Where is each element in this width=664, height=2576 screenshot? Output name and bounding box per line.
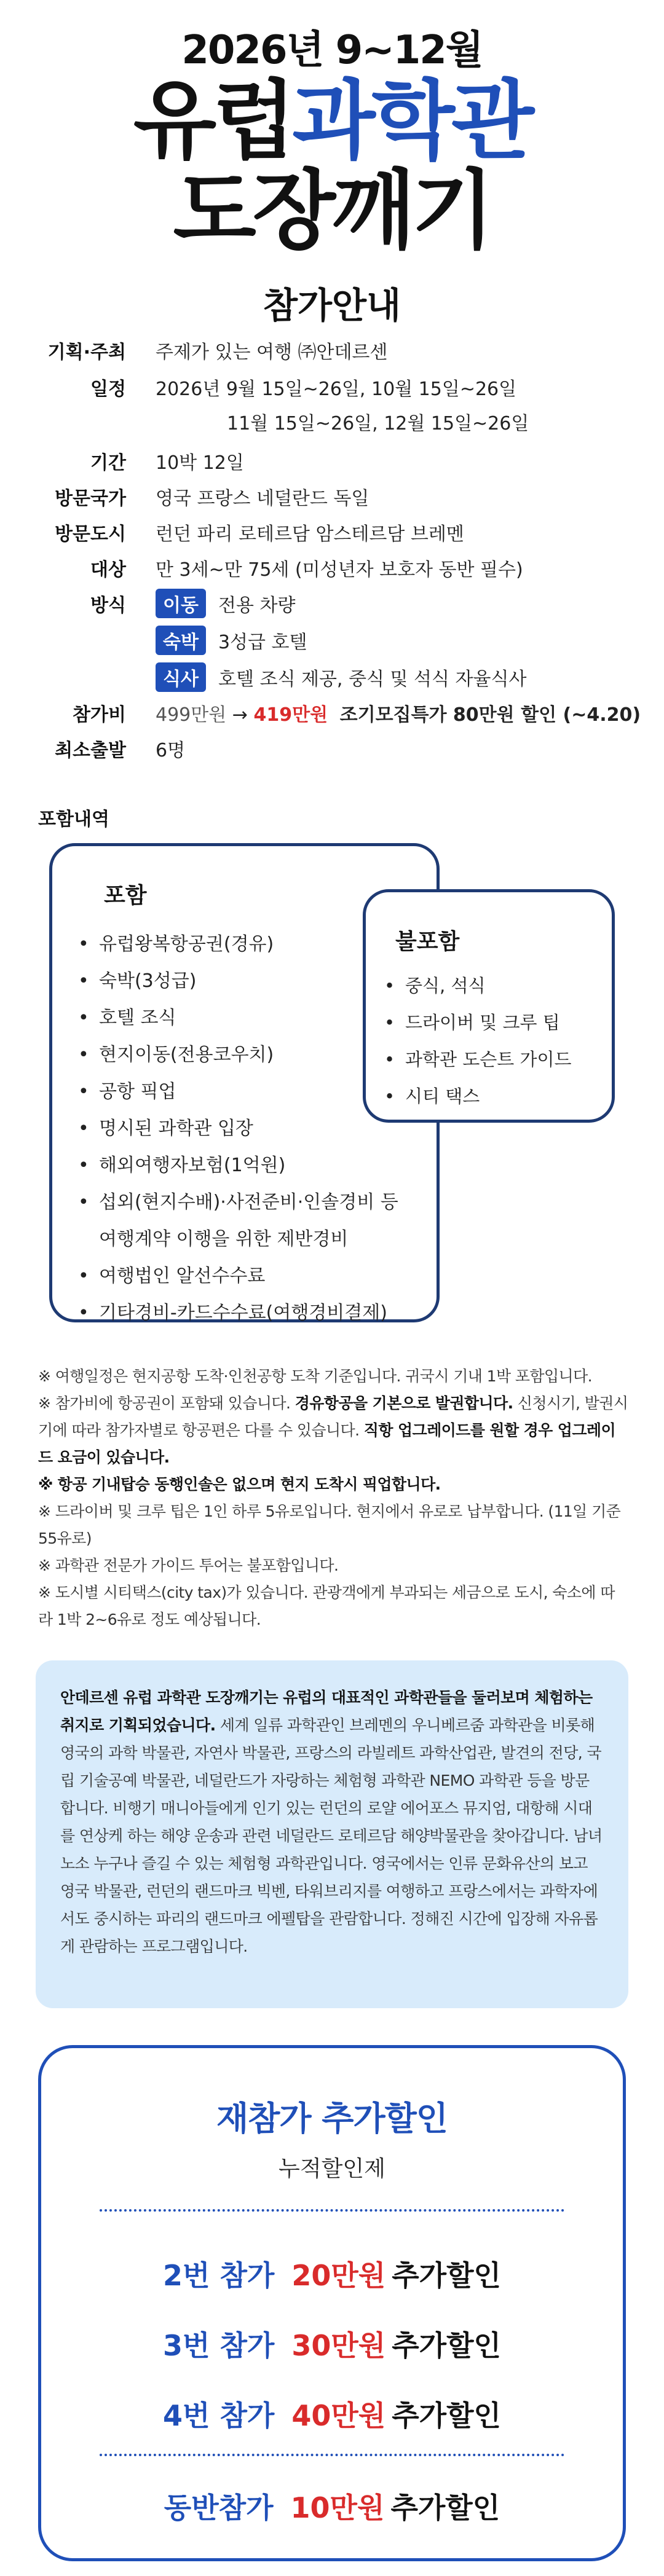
list-item: • 과학관 도슨트 가이드 <box>384 1041 572 1078</box>
note-text: 신청시기, 발권시기에 따라 참가자별로 항공편은 다를 수 있습니다. <box>38 1394 628 1439</box>
page-subtitle: 참가안내 <box>263 285 401 326</box>
info-row-period <box>0 447 244 474</box>
info-row-schedule <box>0 374 516 401</box>
info-value: 주제가 있는 여행 ㈜안데르센 <box>156 342 388 363</box>
list-item: • 시티 택스 <box>384 1078 572 1115</box>
period-heading: 2026년 9~12월 <box>181 28 483 73</box>
discount-suffix: 추가할인 <box>392 2399 501 2432</box>
list-item: 여행계약 이행을 위한 제반경비 <box>99 1228 349 1250</box>
info-value: 런던 파리 로테르담 암스테르담 브레멘 <box>156 524 464 545</box>
divider <box>100 2454 564 2456</box>
discount-who: 4번 참가 <box>163 2399 275 2432</box>
discount-amount: 40만원 <box>291 2399 386 2432</box>
inclusions-heading: 포함내역 <box>38 809 109 830</box>
info-label: 기간 <box>90 452 126 474</box>
info-value: 만 3세~만 75세 (미성년자 보호자 동반 필수) <box>156 559 523 581</box>
note: ※ 도시별 시티택스(city tax)가 있습니다. 관광객에게 부과되는 세금으로 도시, 숙소에 따라 1박 2~6유로 정도 예상됩니다. <box>38 1584 615 1628</box>
list-item: • 숙박(3성급) <box>78 963 398 1000</box>
discount-who: 3번 참가 <box>163 2329 275 2362</box>
info-row-method-2 <box>0 626 307 655</box>
info-row-organizer <box>0 337 387 364</box>
description-bold: 안데르센 유럽 과학관 도장깨기는 유럽의 대표적인 과학관들을 둘러보며 체험하는 취지로 기획되었습니다. <box>60 1689 593 1734</box>
note: ※ 과학관 전문가 가이드 투어는 불포함입니다. <box>38 1557 339 1574</box>
excluded-list <box>384 967 572 1115</box>
info-row-method <box>0 589 295 618</box>
note: ※ 항공 기내탑승 동행인솔은 없으며 현지 도착시 픽업합니다. <box>38 1475 441 1493</box>
page-header <box>0 0 664 328</box>
info-label: 방문도시 <box>55 524 126 545</box>
discount-suffix: 추가할인 <box>392 2329 501 2362</box>
discount-amount: 30만원 <box>291 2329 386 2362</box>
list-item: • 호텔 조식 <box>78 1000 398 1037</box>
discount-row <box>41 2486 623 2526</box>
fee-sale: 419만원 <box>253 704 328 726</box>
info-row-fee <box>0 699 641 726</box>
method-text: 호텔 조식 제공, 중식 및 석식 자율식사 <box>218 669 527 690</box>
info-row-method-3 <box>0 662 526 692</box>
included-list <box>78 926 398 1332</box>
method-item <box>156 589 295 618</box>
info-row-schedule-cont <box>0 408 529 435</box>
main-title-line2: 도장깨기 <box>173 161 491 261</box>
excluded-title: 불포함 <box>395 929 460 954</box>
method-text: 전용 차량 <box>218 595 296 616</box>
list-item: • 중식, 석식 <box>384 967 572 1004</box>
info-label: 대상 <box>90 559 126 581</box>
discount-suffix: 추가할인 <box>392 2259 501 2292</box>
title-prefix: 유럽 <box>133 71 293 171</box>
info-label: 참가비 <box>73 704 126 726</box>
title-highlight: 과학관 <box>292 71 531 171</box>
discount-title: 재참가 추가할인 <box>216 2099 448 2138</box>
list-item: • 공항 픽업 <box>78 1074 398 1110</box>
list-item: • 유럽왕복항공권(경유) <box>78 926 398 963</box>
list-item: • 명시된 과학관 입장 <box>78 1110 398 1147</box>
info-value: 6명 <box>156 740 186 761</box>
list-item: • 현지이동(전용코우치) <box>78 1037 398 1074</box>
discount-amount: 10만원 <box>290 2491 385 2524</box>
info-value: 2026년 9월 15일~26일, 10월 15일~26일 <box>156 379 517 400</box>
discount-box <box>38 2045 626 2561</box>
description-body: 세계 일류 과학관인 브레멘의 우니베르줌 과학관을 비롯해 영국의 과학 박물관, 자연사 박물관, 프랑스의 라빌레트 과학산업관, 발견의 전당, 국립 기술공예 박물관, 네덜란드가 자랑하는 체험형 과학관 NEMO 과학관 등을 방문합니다. 비행기 매니아들에게 인기 있는 런던의 로얄 에어포스 뮤지엄, 대항해 시대를 연상케 하는 해양 운송과 관련 네덜란드 로테르담 해양박물관을 찾아갑니다. 남녀노소 누구나 즐길 수 있는 체험형 과학관입니다. 영국에서는 인류 문화유산의 보고 영국 박물관, 런던의 랜드마크 빅벤, 타워브리지를 여행하고 프랑스에서는 과학자에서도 중시하는 파리의 랜드마크 에펠탑을 관람합니다. 정해진 시간에 입장해 자유롭게 관람하는 프로그램입니다. <box>60 1716 603 1955</box>
notes-section <box>38 1363 628 1633</box>
info-row-countries <box>0 483 369 510</box>
info-label: 방식 <box>90 595 126 616</box>
discount-who: 동반참가 <box>164 2491 274 2524</box>
info-label: 일정 <box>90 379 126 400</box>
note-text: ※ 참가비에 항공권이 포함돼 있습니다. <box>38 1394 295 1412</box>
discount-who: 2번 참가 <box>163 2259 275 2292</box>
discount-row <box>41 2253 623 2294</box>
note <box>38 1390 628 1471</box>
program-description <box>36 1660 628 2008</box>
info-label: 기획·주최 <box>47 342 126 363</box>
list-item: • 기타경비-카드수수료(여행경비결제) <box>78 1295 398 1332</box>
method-text: 3성급 호텔 <box>218 632 307 653</box>
info-label: 최소출발 <box>55 740 126 761</box>
discount-row <box>41 2393 623 2434</box>
arrow-icon: → <box>232 704 248 726</box>
note-bold: 직항 업그레이드를 원할 경우 업그레이드 요금이 있습니다. <box>38 1421 615 1466</box>
info-row-cities <box>0 519 464 546</box>
fee-value <box>156 699 641 726</box>
fee-original: 499만원 <box>156 704 227 726</box>
included-title: 포함 <box>104 883 147 908</box>
fee-note: 조기모집특가 80만원 할인 (~4.20) <box>339 704 641 726</box>
info-label: 방문국가 <box>55 488 126 509</box>
main-title <box>0 71 664 171</box>
info-value: 11월 15일~26일, 12월 15일~26일 <box>227 413 529 434</box>
discount-amount: 20만원 <box>291 2259 386 2292</box>
info-value: 10박 12일 <box>156 452 244 474</box>
method-item <box>156 626 307 655</box>
lodging-badge: 숙박 <box>156 626 206 655</box>
note: ※ 드라이버 및 크루 팁은 1인 하루 5유로입니다. 현지에서 유로로 납부합니다. (11일 기준 55유로) <box>38 1502 621 1547</box>
excluded-box <box>363 889 615 1123</box>
note: ※ 여행일정은 현지공항 도착·인천공항 도착 기준입니다. 귀국시 기내 1박 포함입니다. <box>38 1367 592 1385</box>
info-row-target <box>0 554 523 581</box>
divider <box>100 2209 564 2212</box>
discount-subtitle: 누적할인제 <box>279 2156 385 2181</box>
info-value: 영국 프랑스 네덜란드 독일 <box>156 488 370 509</box>
list-item: • 여행법인 알선수수료 <box>78 1258 398 1295</box>
method-item <box>156 662 526 692</box>
info-row-min <box>0 735 185 762</box>
list-item: • 해외여행자보험(1억원) <box>78 1147 398 1184</box>
meal-badge: 식사 <box>156 662 206 692</box>
note-bold: 경유항공을 기본으로 발권합니다. <box>294 1394 513 1412</box>
discount-row <box>41 2323 623 2364</box>
transport-badge: 이동 <box>156 589 206 618</box>
list-item: • 드라이버 및 크루 팁 <box>384 1004 572 1041</box>
list-item: • 섭외(현지수배)·사전준비·인솔경비 등 <box>78 1184 398 1221</box>
discount-suffix: 추가할인 <box>390 2491 500 2524</box>
